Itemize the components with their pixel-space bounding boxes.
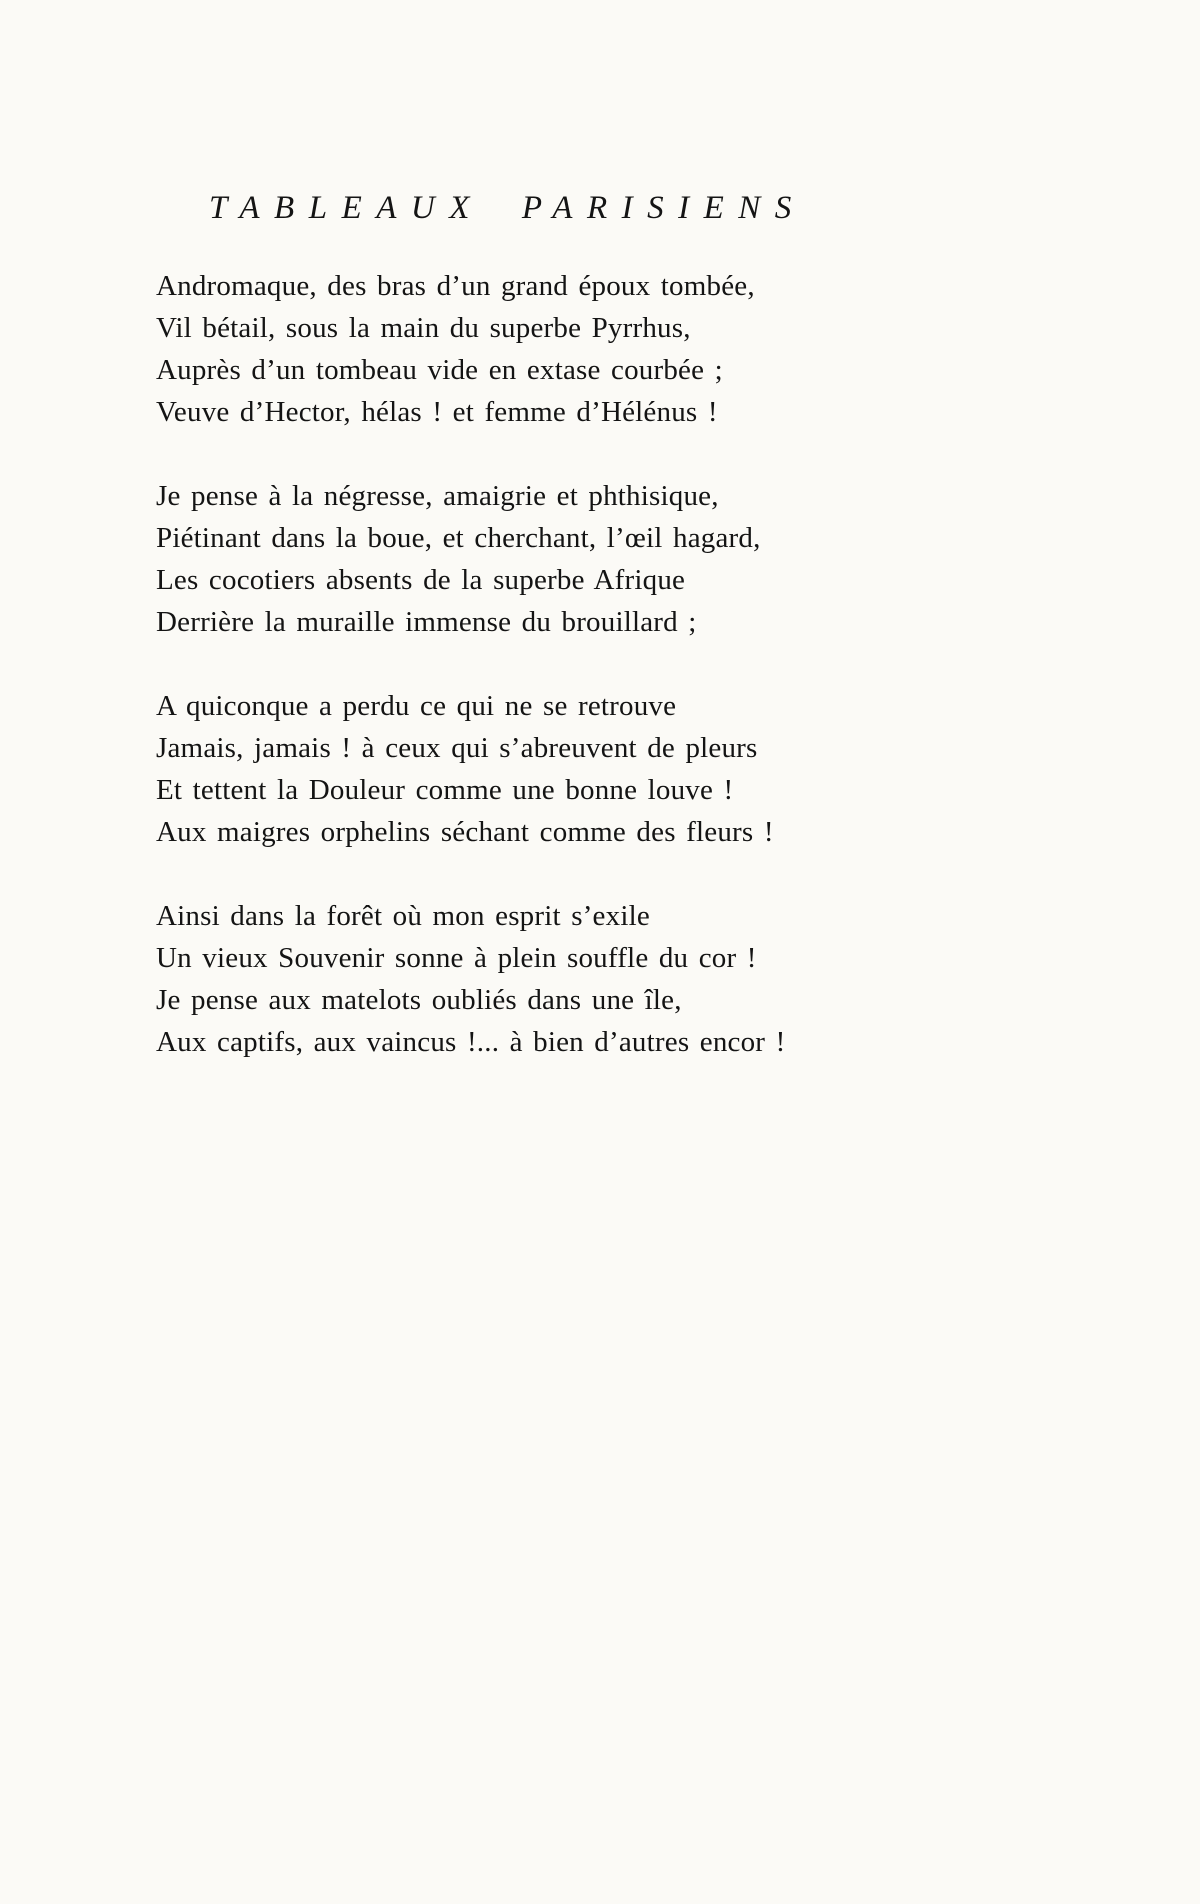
stanza-3 xyxy=(156,685,906,853)
poem-line: Je pense à la négresse, amaigrie et phthisique, xyxy=(156,480,719,512)
poem-line: Veuve d’Hector, hélas ! et femme d’Hélénus ! xyxy=(156,396,718,428)
poem-line: Les cocotiers absents de la superbe Afrique xyxy=(156,564,686,596)
stanza-4 xyxy=(156,895,906,1063)
poem-line: Jamais, jamais ! à ceux qui s’abreuvent de pleurs xyxy=(156,732,758,764)
poem-line: Derrière la muraille immense du brouillard ; xyxy=(156,606,697,638)
poem-line: Auprès d’un tombeau vide en extase courbée ; xyxy=(156,354,723,386)
running-head xyxy=(209,192,879,225)
running-head-part2: PARISIENS xyxy=(521,190,806,226)
poem-line: Ainsi dans la forêt où mon esprit s’exile xyxy=(156,900,650,932)
poem-line: A quiconque a perdu ce qui ne se retrouve xyxy=(156,690,677,722)
poem-line: Et tettent la Douleur comme une bonne louve ! xyxy=(156,774,734,806)
poem-line: Je pense aux matelots oubliés dans une île, xyxy=(156,984,682,1016)
stanza-1 xyxy=(156,265,906,433)
poem-line: Un vieux Souvenir sonne à plein souffle du cor ! xyxy=(156,942,757,974)
poem-body xyxy=(156,265,906,1105)
poem-line: Vil bétail, sous la main du superbe Pyrrhus, xyxy=(156,312,691,344)
poem-line: Piétinant dans la boue, et cherchant, l’œil hagard, xyxy=(156,522,761,554)
running-head-part1: TABLEAUX xyxy=(209,190,484,226)
poem-line: Andromaque, des bras d’un grand époux tombée, xyxy=(156,270,755,302)
poem-line: Aux maigres orphelins séchant comme des fleurs ! xyxy=(156,816,774,848)
poem-line: Aux captifs, aux vaincus !... à bien d’autres encor ! xyxy=(156,1026,786,1058)
stanza-2 xyxy=(156,475,906,643)
